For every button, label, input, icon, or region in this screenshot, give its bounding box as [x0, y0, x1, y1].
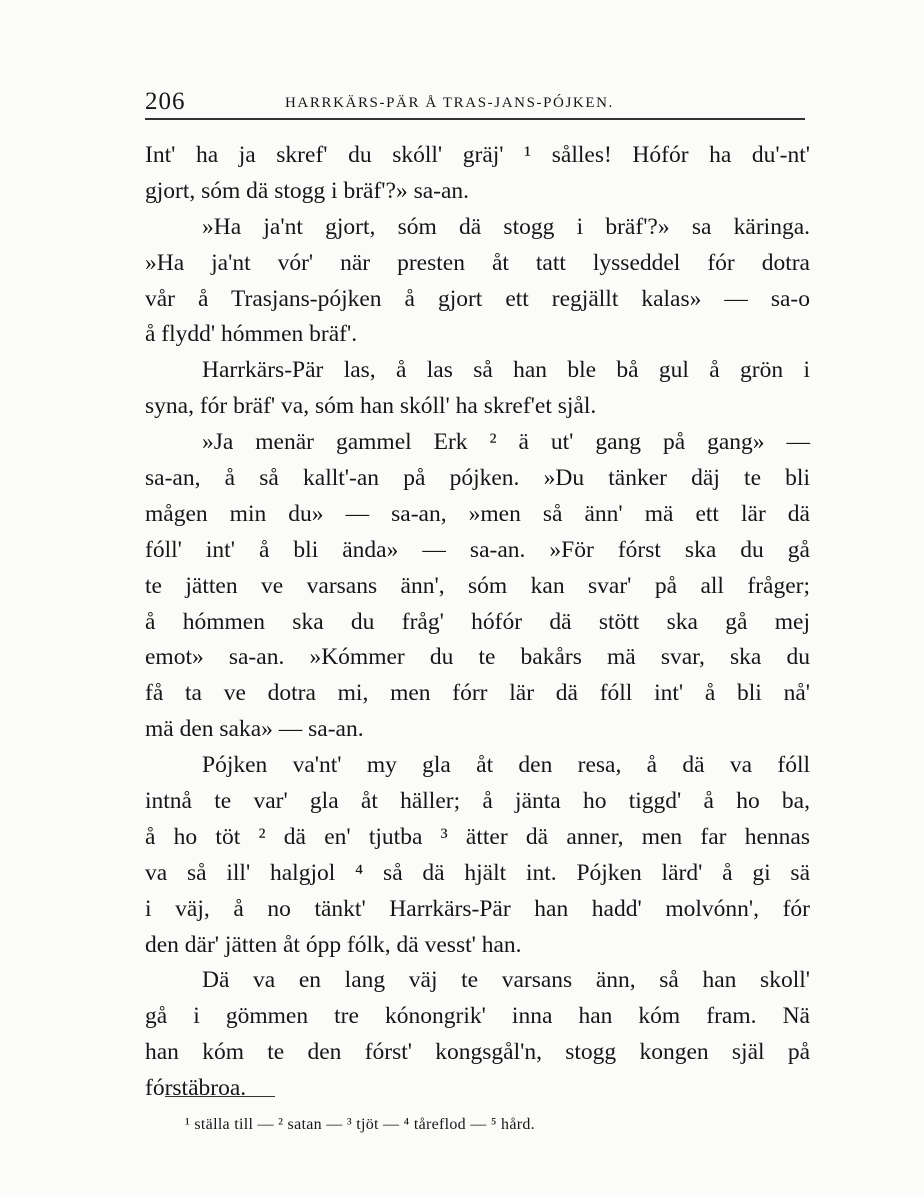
text-line: Int' ha ja skref' du skóll' gräj' ¹ sålles! Hófór ha du'-nt' [145, 142, 810, 168]
text-line: »Ha ja'nt gjort, sóm dä stogg i bräf'?» sa käringa. [202, 213, 810, 240]
text-line: intnå te var' gla åt häller; å jänta ho tiggd' å ho ba, [145, 788, 810, 815]
text-line: Dä va en lang väj te varsans änn, så han skoll' [202, 967, 810, 994]
footnotes: ¹ ställa till — ² satan — ³ tjöt — ⁴ tåreflod — ⁵ hård. [185, 1116, 535, 1133]
text-line: gjort, sóm dä stogg i bräf'?» sa-an. [145, 177, 470, 204]
text-line: den där' jätten åt ópp fólk, dä vesst' han. [145, 931, 522, 958]
text-line: vår å Trasjans-pójken å gjort ett regjällt kalas» — sa-o [145, 285, 810, 312]
text-line: få ta ve dotra mi, men fórr lär dä fóll int' å bli nå' [145, 680, 810, 707]
text-line: »Ja menär gammel Erk ² ä ut' gang på gang» — [202, 429, 810, 456]
text-line: å hómmen ska du fråg' hófór dä stött ska gå mej [145, 608, 810, 635]
page-header [145, 88, 805, 120]
text-line: va så ill' halgjol ⁴ så dä hjält int. Pójken lärd' å gi sä [145, 859, 810, 886]
body-text [145, 138, 810, 1107]
text-line: mä den saka» — sa-an. [145, 716, 364, 743]
text-line: å flydd' hómmen bräf'. [145, 321, 358, 348]
text-line: »Ha ja'nt vór' när presten åt tatt lysseddel fór dotra [145, 249, 810, 276]
running-title: HARRKÄRS-PÄR Å TRAS-JANS-PÓJKEN. [285, 95, 614, 111]
text-line: fóll' int' å bli ända» — sa-an. »För fórst ska du gå [145, 536, 810, 563]
text-line: te jätten ve varsans änn', sóm kan svar' på all fråger; [145, 572, 810, 599]
text-line: fórstäbroa. [145, 1075, 247, 1102]
text-line: syna, fór bräf' va, sóm han skóll' ha skref'et sjål. [145, 393, 597, 420]
text-line: mågen min du» — sa-an, »men så änn' mä ett lär dä [145, 500, 810, 527]
text-line: å ho töt ² dä en' tjutba ³ ätter dä anner, men far hennas [145, 823, 810, 850]
text-line: Harrkärs-Pär las, å las så han ble bå gul å grön i [202, 357, 810, 384]
text-line: i väj, å no tänkt' Harrkärs-Pär han hadd' molvónn', fór [145, 895, 810, 922]
text-line: han kóm te den fórst' kongsgål'n, stogg kongen själ på [145, 1039, 810, 1066]
page-number: 206 [145, 88, 186, 115]
footnote-rule [165, 1096, 275, 1097]
text-line: emot» sa-an. »Kómmer du te bakårs mä svar, ska du [145, 644, 810, 671]
text-line: Pójken va'nt' my gla åt den resa, å dä va fóll [202, 752, 810, 779]
text-line: gå i gömmen tre kónongrik' inna han kóm fram. Nä [145, 1003, 810, 1030]
text-line: sa-an, å så kallt'-an på pójken. »Du tänker däj te bli [145, 465, 810, 492]
